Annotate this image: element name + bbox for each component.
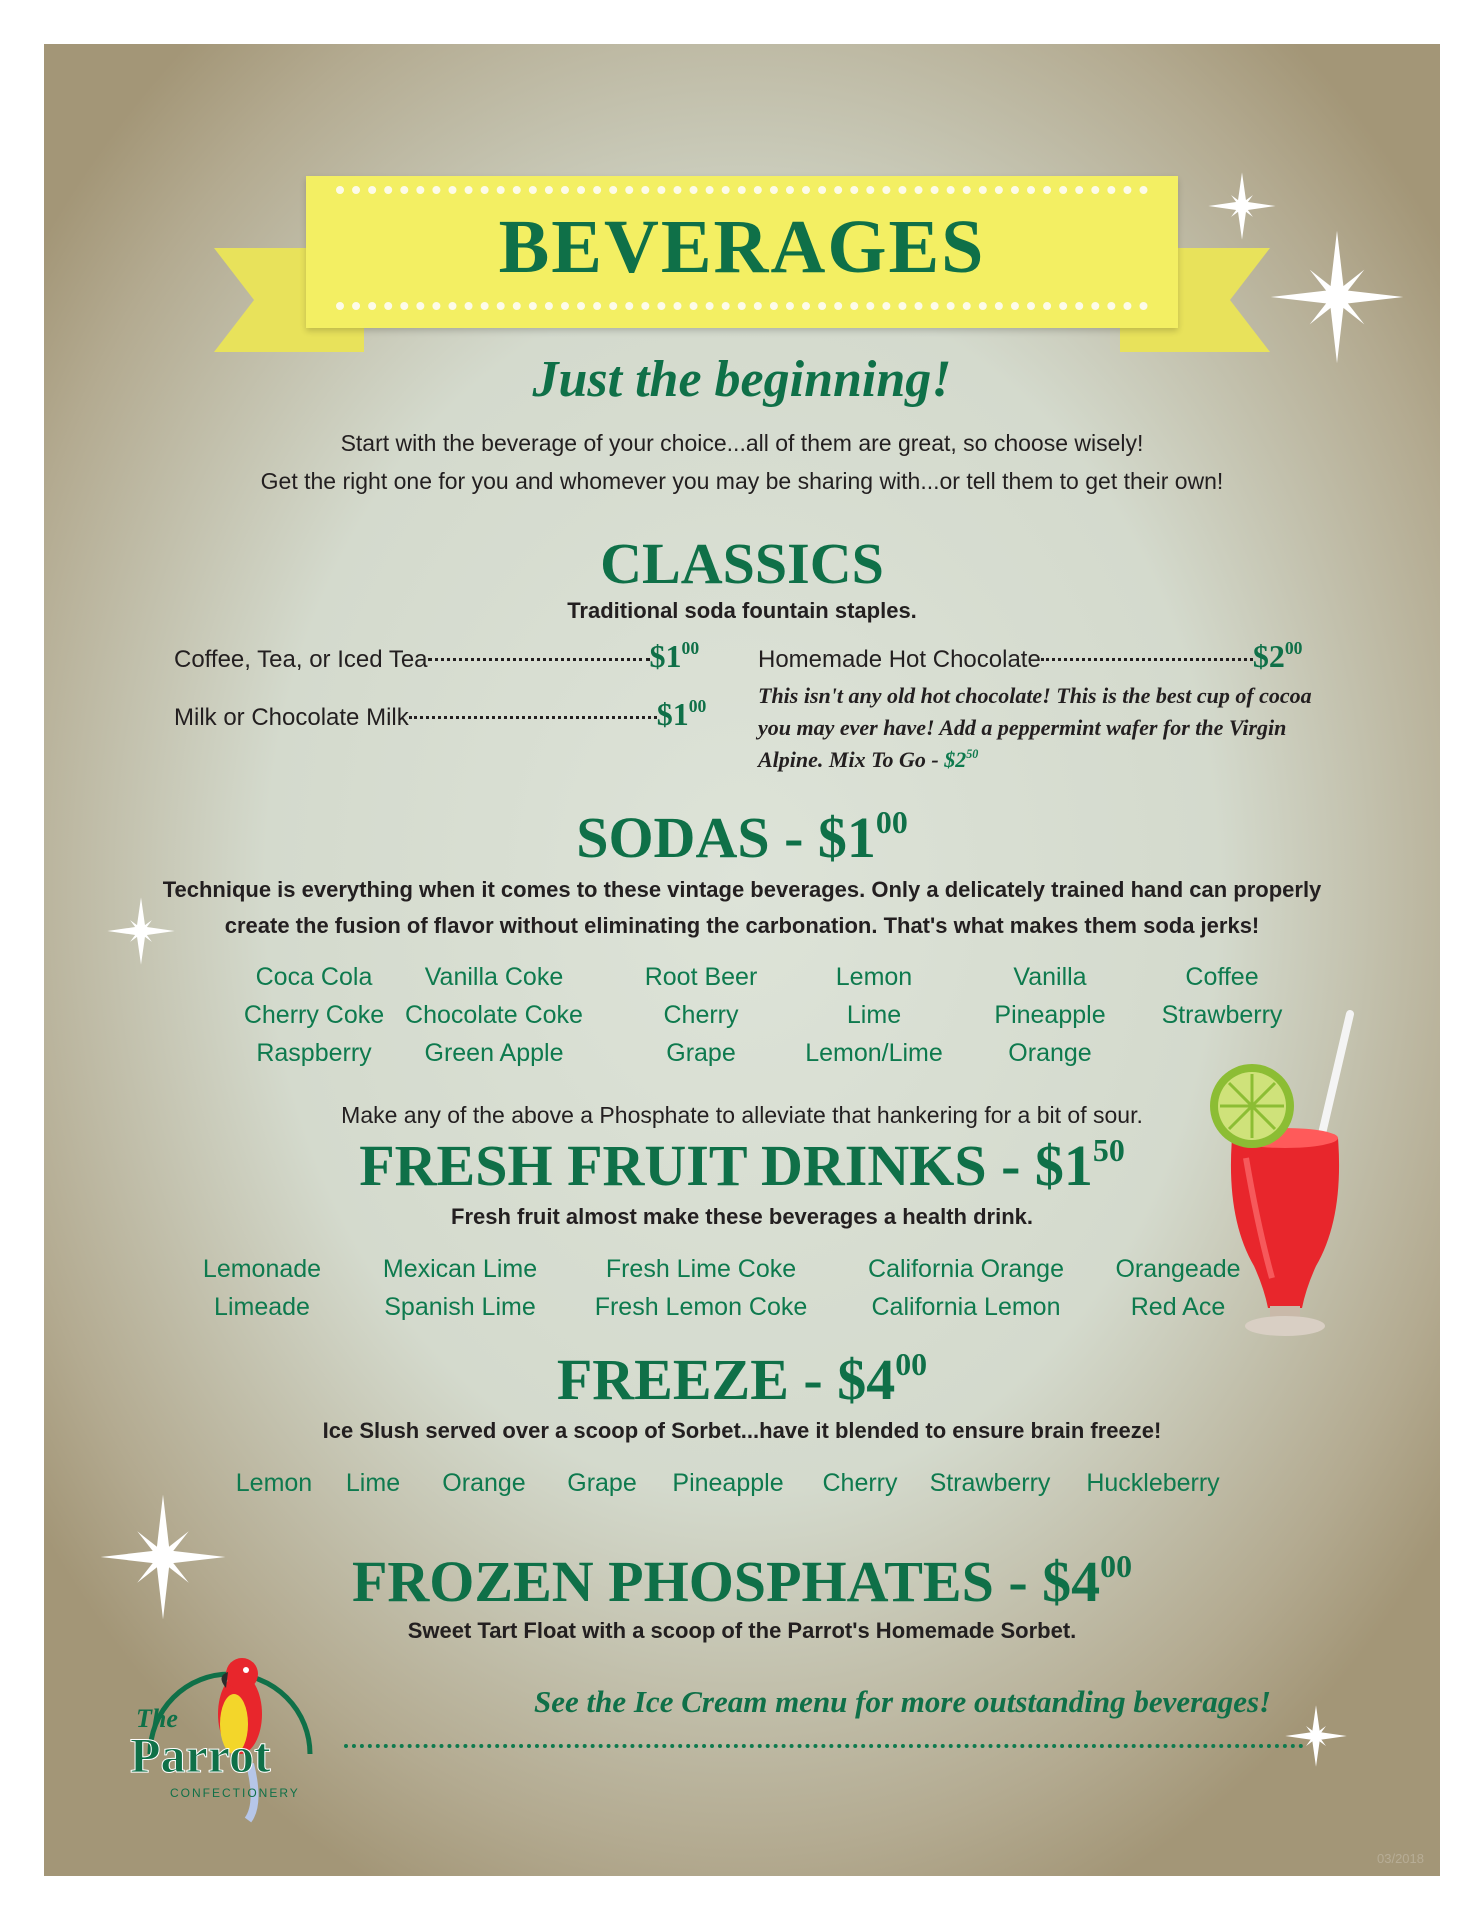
list-item: Fresh Lemon Coke xyxy=(594,1293,808,1321)
intro-line-1: Start with the beverage of your choice...all of them are great, so choose wisely! xyxy=(340,430,1144,456)
list-item: California Lemon xyxy=(871,1293,1061,1321)
list-item: Grape xyxy=(666,1039,736,1067)
classics-item-hot-chocolate xyxy=(758,638,1302,675)
list-item: Lemon xyxy=(835,963,913,991)
list-item: Limeade xyxy=(214,1293,310,1321)
fruit-column xyxy=(1078,1250,1278,1326)
fruit-column xyxy=(581,1250,821,1326)
list-item: Raspberry xyxy=(256,1039,372,1067)
item-price: $\$2^{00}$ xyxy=(1252,637,1303,674)
classics-item-coffee xyxy=(174,638,699,675)
classics-item-milk xyxy=(174,696,706,733)
list-item: Strawberry xyxy=(929,1469,1051,1497)
list-item: Cherry xyxy=(663,1001,739,1029)
list-item: Lime xyxy=(345,1469,401,1497)
list-item: Orangeade xyxy=(1115,1255,1241,1283)
sodas-cents: 00 xyxy=(875,805,908,841)
date-code: 03/2018 xyxy=(1377,1851,1424,1866)
list-item: California Orange xyxy=(868,1255,1064,1283)
logo-name: Parrot xyxy=(130,1727,271,1783)
classics-subtitle: Traditional soda fountain staples. xyxy=(567,598,917,623)
description-text: This isn't any old hot chocolate! This is the best cup of cocoa you may ever have! Add a peppermint wafer for the Virgin Alpine. Mix To Go - xyxy=(758,683,1312,772)
logo-the: The xyxy=(136,1704,178,1733)
freeze-title-text: FREEZE - $4 xyxy=(556,1347,896,1412)
list-item: Cherry xyxy=(822,1469,898,1497)
item-price: $\$1^{00}$ xyxy=(656,695,707,732)
classics-title: CLASSICS xyxy=(600,531,884,596)
list-item: Vanilla Coke xyxy=(424,963,564,991)
sparkle-icon xyxy=(1284,1704,1348,1768)
footer-dotted-line xyxy=(344,1744,1304,1748)
item-name: Milk or Chocolate Milk xyxy=(174,704,409,731)
sodas-column xyxy=(394,958,594,1072)
title-banner xyxy=(306,176,1178,328)
list-item: Coca Cola xyxy=(255,963,373,991)
list-item: Green Apple xyxy=(424,1039,564,1067)
sodas-title-text: SODAS - $1 xyxy=(576,805,876,870)
phosphate-note: Make any of the above a Phosphate to alleviate that hankering for a bit of sour. xyxy=(341,1102,1143,1128)
list-item: Lime xyxy=(846,1001,902,1029)
frozen-title-text: FROZEN PHOSPHATES - $4 xyxy=(351,1549,1101,1614)
item-name: Homemade Hot Chocolate xyxy=(758,646,1041,673)
list-item: Lemon xyxy=(235,1469,313,1497)
logo-subtitle: CONFECTIONERY xyxy=(170,1786,300,1800)
fruit-column xyxy=(846,1250,1086,1326)
dot-leader xyxy=(1041,658,1253,661)
fruit-column xyxy=(360,1250,560,1326)
list-item: Grape xyxy=(567,1469,637,1497)
fruit-title xyxy=(44,1132,1440,1199)
intro-line-2: Get the right one for you and whomever you may be sharing with...or tell them to get their own! xyxy=(260,468,1224,494)
list-item: Mexican Lime xyxy=(382,1255,538,1283)
mix-price: $\$2^{50}$ xyxy=(944,746,979,772)
parrot-logo xyxy=(130,1604,330,1824)
fruit-title-text: FRESH FRUIT DRINKS - $1 xyxy=(359,1133,1093,1198)
frozen-subtitle: Sweet Tart Float with a scoop of the Parrot's Homemade Sorbet. xyxy=(407,1618,1077,1643)
dot-leader xyxy=(409,716,657,719)
sodas-column xyxy=(601,958,801,1072)
list-item: Orange xyxy=(1008,1039,1092,1067)
list-item: Coffee xyxy=(1185,963,1259,991)
list-item: Strawberry xyxy=(1161,1001,1283,1029)
sodas-desc-1: Technique is everything when it comes to these vintage beverages. Only a delicately trained hand can properly xyxy=(162,877,1322,902)
hot-chocolate-description xyxy=(758,680,1318,776)
sodas-title xyxy=(44,804,1440,871)
list-item: Red Ace xyxy=(1130,1293,1226,1321)
list-item: Lemonade xyxy=(202,1255,322,1283)
list-item: Vanilla xyxy=(1013,963,1087,991)
list-item: Fresh Lime Coke xyxy=(605,1255,797,1283)
list-item: Spanish Lime xyxy=(384,1293,536,1321)
sparkle-icon xyxy=(1268,228,1406,366)
item-price: $\$1^{00}$ xyxy=(649,637,700,674)
sparkle-icon xyxy=(1207,171,1277,241)
dot-leader xyxy=(428,658,650,661)
list-item: Root Beer xyxy=(644,963,758,991)
fruit-column xyxy=(162,1250,362,1326)
list-item: Pineapple xyxy=(672,1469,784,1497)
list-item: Pineapple xyxy=(994,1001,1106,1029)
banner-dots-top xyxy=(336,186,1148,194)
freeze-cents: 00 xyxy=(895,1347,928,1383)
fruit-subtitle: Fresh fruit almost make these beverages a health drink. xyxy=(451,1204,1033,1229)
fruit-cents: 50 xyxy=(1092,1133,1125,1169)
sodas-desc-2: create the fusion of flavor without eliminating the carbonation. That's what makes them soda jerks! xyxy=(224,913,1260,938)
footer-note: See the Ice Cream menu for more outstanding beverages! xyxy=(534,1684,1272,1719)
list-item: Huckleberry xyxy=(1086,1469,1220,1497)
menu-card xyxy=(44,44,1440,1876)
page-title: BEVERAGES xyxy=(498,205,986,289)
list-item: Chocolate Coke xyxy=(405,1001,583,1029)
list-item: Lemon/Lime xyxy=(805,1039,943,1067)
freeze-title xyxy=(44,1346,1440,1413)
freeze-subtitle: Ice Slush served over a scoop of Sorbet...have it blended to ensure brain freeze! xyxy=(322,1418,1162,1443)
sodas-column xyxy=(214,958,414,1072)
sodas-column xyxy=(950,958,1150,1072)
frozen-cents: 00 xyxy=(1100,1549,1133,1585)
list-item: Orange xyxy=(442,1469,526,1497)
banner-dots-bottom xyxy=(336,302,1148,310)
tagline: Just the beginning! xyxy=(532,351,952,408)
list-item: Cherry Coke xyxy=(243,1001,385,1029)
sodas-column xyxy=(774,958,974,1072)
item-name: Coffee, Tea, or Iced Tea xyxy=(174,646,428,673)
